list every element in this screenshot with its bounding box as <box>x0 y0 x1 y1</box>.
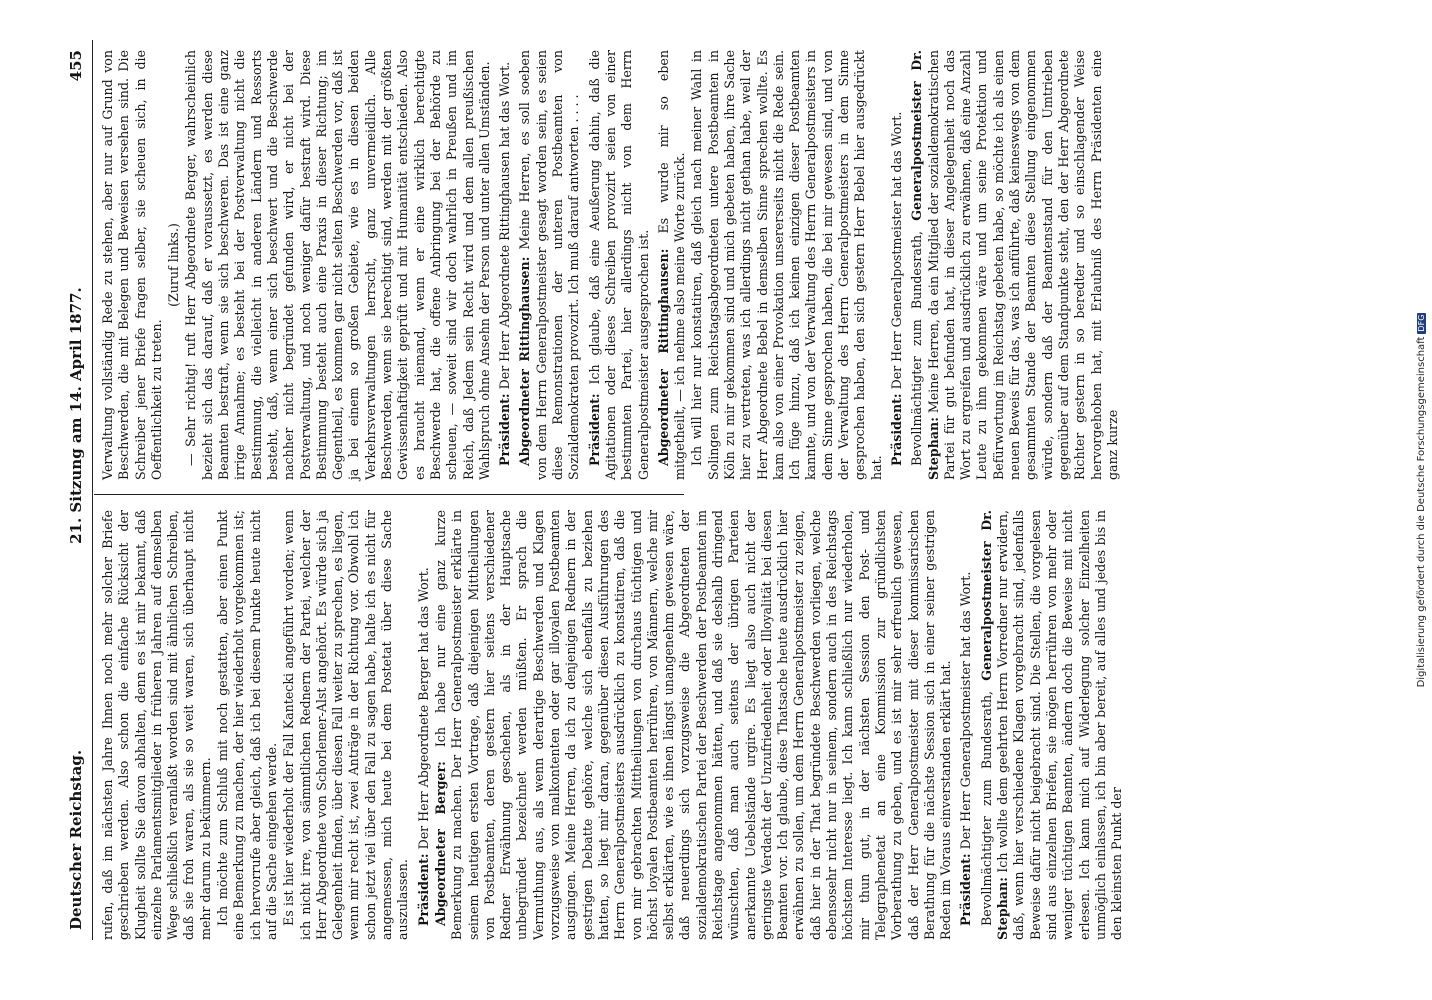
left-column-paragraph: Präsident: Der Herr Abgeordnete Berger hat das Wort. <box>415 567 431 926</box>
speaker-name: Präsident: <box>497 393 513 466</box>
left-column-paragraph: Es ist hier wiederholt der Fall Kantecki angeführt worden; wenn ich nicht irre, von sämmtlichen Rednern der Partei, welcher der Herr Abgeordnete von Schorlemer-Alst angehört. Es würde sich ja Gelegenheit finden, über diesen Fall weiter zu sprechen, es liegen, wenn mir recht ist, zwei Anträge in der Richtung vor. Obwohl ich schon jetzt viel über den Fall zu sagen habe, halte ich es nicht für angemessen, mich heute bei dem Postetat über diese Sache auszulassen. <box>281 510 411 940</box>
left-column-paragraph: Ich möchte zum Schluß mit noch gestatten, aber einen Punkt eine Bemerkung zu machen, der hier wiederholt vorgekommen ist; ich hervorrufe aber gleich, daß ich bei diesem Punkte heute nicht auf die Sache eingehen werde. <box>215 510 279 940</box>
header-session: 21. Sitzung am 14. April 1877. <box>67 287 85 544</box>
header-page-number: 455 <box>67 50 85 82</box>
speaker-name: Präsident: <box>958 853 974 926</box>
right-column-paragraph: Bevollmächtigter zum Bundesrath, Generalpostmeister Dr. Stephan: Meine Herren, da ein Mitglied der sozialdemokratischen Partei für gut befunden hat, in dieser Angelegenheit noch das Wort zu ergreifen und ausdrücklich zu erwähnen, daß eine Anzahl Leute zu ihm gekommen wäre und um seine Protektion und Befürwortung im Reichstag gebeten habe, so möchte ich als einen neuen Beweis für das, was ich anführte, daß keineswegs von dem gesammten Stande der Beamten diese Stellung eingenommen würde, sondern daß der Beamtenstand für den Umtrieben gegenüber auf dem Standpunkte steht, den der Herr Abgeordnete Richter gestern in so beredter und so einschlagender Weise hervorgehoben hat, mit Erlaubniß des Herrn Präsidenten eine ganz kurze <box>909 50 1120 480</box>
right-column-paragraph: Präsident: Der Herr Generalpostmeister hat das Wort. <box>888 111 904 466</box>
right-column-paragraph: Ich will hier nur konstatiren, daß gleich nach meiner Wahl in Solingen zum Reichstagsabgeordneten untere Postbeamten in Köln zu mir gekommen sind und mich gebeten haben, ihre Sache hier zu vertreten, was ich allerdings nicht gethan habe, weil der Herr Abgeordnete Bebel in demselben Sinne sprechen wollte. Es kam also von einer Provokation unsererseits nicht die Rede sein. Ich füge hinzu, daß ich keinen einzigen dieser Postbeamten kannte, und von der Verwaltung des Herrn Generalpostmeisters in dem Sinne gesprochen haben, die bei mir gewesen sind, und von der Verwaltung des Herrn Generalpostmeisters in dem Sinne gesprochen haben, den sich gestern Herr Bebel hier ausgedrückt hat. <box>689 50 884 480</box>
speaker-name: Abgeordneter Berger: <box>432 761 448 926</box>
speaker-name: Abgeordneter Rittinghausen: <box>655 248 671 466</box>
speaker-name: Präsident: <box>415 853 431 926</box>
right-text-column <box>100 50 1120 480</box>
left-text-column <box>100 510 1125 940</box>
header-publication: Deutscher Reichstag. <box>67 749 85 930</box>
right-column-paragraph: (Zuruf links.) <box>166 223 182 307</box>
right-column-paragraph: Präsident: Ich glaube, daß eine Aeußerung dahin, daß die Agitationen oder dieses Schreiben provozirt seien von einer bestimmten Partei, hier allerdings nicht von dem Herrn Generalpostmeister ausgesprochen ist. <box>586 50 651 480</box>
speaker-name: Generalpostmeister Dr. Stephan: <box>978 510 1011 940</box>
speaker-name: Präsident: <box>586 393 602 466</box>
page-header <box>60 50 92 930</box>
dfg-logo: DFG <box>1417 314 1426 332</box>
credit-text: Digitalisierung gefördert durch die Deutsche Forschungsgemeinschaft <box>1416 336 1427 688</box>
right-column-paragraph: Abgeordneter Rittinghausen: Es wurde mir so eben mitgetheilt, — ich nehme also meine Worte zurück. <box>655 50 688 480</box>
speaker-name: Präsident: <box>888 393 904 466</box>
digitization-credit <box>1416 0 1430 1000</box>
right-column-paragraph: Präsident: Der Herr Abgeordnete Rittinghausen hat das Wort. <box>497 61 513 466</box>
left-column-paragraph: Abgeordneter Berger: Ich habe nur eine ganz kurze Bemerkung zu machen. Der Herr Generalpostmeister erklärte in seinem heutigen ersten Vortrage, daß diejenigen Mittheilungen von Postbeamten, deren gestern hier seitens verschiedener Redner Erwähnung geschehen, als in der Hauptsache unbegründet bezeichnet werden müßten. Er sprach die Vermuthung aus, als wenn derartige Beschwerden und Klagen vorzugsweise von malkontenten oder gar illoyalen Postbeamten ausgingen. Meine Herren, da ich zu denjenigen Rednern in der gestrigen Debatte gehöre, welche sich ebenfalls zu beziehen hatten, so liegt mir daran, gegenüber diesen Ausführungen des Herrn Generalpostmeisters ausdrücklich zu konstatiren, daß die von mir gebrachten Mittheilungen von durchaus tüchtigen und höchst loyalen Postbeamten herrühren, von Männern, welche mir selbst erklärten, wie es ihnen längst unangenehm gewesen wäre, daß neuerdings sich vorzugsweise die Abgeordneten der sozialdemokratischen Partei der Beschwerden der Postbeamten im Reichstage angenommen hätten, und daß sie deshalb dringend wünschten, daß man auch seitens der übrigen Parteien anerkannte Uebelstände urgire. Es liegt also auch nicht der geringste Verdacht der Unzufriedenheit oder Illoyalität bei diesen Beamten vor. Ich glaube, diese Thatsache heute ausdrücklich hier erwähnen zu sollen, um dem Herrn Generalpostmeister zu zeigen, daß hier in der That begründete Beschwerden vorliegen, welche ebensosehr nicht nur in seinem, sondern auch in des Reichstags höchstem Interesse liegt. Ich kann schließlich nur wiederholen, mir thun gut, in der nächsten Session den Post- und Telegraphenetat an eine Kommission zur gründlichsten Vorberathung zu geben, und es ist mir sehr erfreulich gewesen, daß der Herr Generalpostmeister mit dieser kommissarischen Berathung für die nächste Session sich in einer seiner gestrigen Reden im Voraus einverstanden erklärt hat. <box>432 510 954 940</box>
right-column-paragraph: — Sehr richtig! ruft Herr Abgeordnete Berger, wahrscheinlich bezieht sich das darauf, daß er voraussetzt, es werden diese Beamten bestraft, wenn sie sich beschweren. Das ist eine ganz irrige Annahme; es besteht bei der Postverwaltung nicht die Bestimmung, die vielleicht in anderen Ländern und Ressorts besteht, daß, wenn einer sich beschwert und die Beschwerde nachher nicht begründet gefunden wird, er nicht bei der Postverwaltung, und noch weniger dafür bestraft wird. Diese Bestimmung besteht auch eine Praxis in dieser Richtung; im Gegentheil, es kommen gar nicht selten Beschwerden vor, daß ist ja bei einem so großen Gebiete, wie es in diesen beiden Verkehrsverwaltungen herrscht, ganz unvermeidlich. Alle Beschwerden, wenn sie berechtigt sind, werden mit der größten Gewissenhaftigkeit geprüft und mit Humanität entschieden. Also es braucht niemand, wenn er eine wirklich berechtigte Beschwerde hat, die offene Anbringung bei der Behörde zu scheuen, — soweit sind wir doch wahrlich in Preußen und im Reich, daß Jedem sein Recht wird und dem allen preußischen Wahlspruch ohne Ansehn der Person und unter allen Umständen. <box>183 50 492 480</box>
right-column-paragraph: Verwaltung vollständig Rede zu stehen, aber nur auf Grund von Beschwerden, die mit Belegen und Beweisen versehen sind. Die Schreiber jener Briefe fragen selber, sie scheuen sich, in die Oeffentlichkeit zu treten. <box>100 50 164 480</box>
speaker-name: Abgeordneter Rittinghausen: <box>517 256 533 466</box>
right-column-paragraph: Abgeordneter Rittinghausen: Meine Herren, es soll soeben von dem Herrn Generalpostmeister gesagt worden sein, es seien diese Remonstrationen der unteren Postbeamten von Sozialdemokraten provozirt. Ich muß darauf antworten . . . . <box>517 50 582 480</box>
left-column-paragraph: Präsident: Der Herr Generalpostmeister hat das Wort. <box>958 571 974 926</box>
left-column-paragraph: rufen, daß im nächsten Jahre Ihnen noch mehr solcher Briefe geschrieben werden. Also schon die einfache Rücksicht der Klugheit sollte Sie davon abhalten, denn es ist mir bekannt, daß einzelne Parlamentsmitglieder in früheren Jahren auf demselben Wege schließlich veranlaßt worden sind mit ähnlichen Schreiben, daß sie froh waren, als sie so weit waren, sich überhaupt nicht mehr darum zu bekümmern. <box>100 510 213 940</box>
column-divider <box>94 494 684 495</box>
speaker-name: Generalpostmeister Dr. Stephan: <box>909 50 941 480</box>
header-rule <box>92 40 93 940</box>
left-column-paragraph: Bevollmächtigter zum Bundesrath, Generalpostmeister Dr. Stephan: Ich wollte dem geehrten Herrn Vorredner nur erwidern, daß, wenn hier verschiedene Klagen vorgebracht sind, jedenfalls Beweise dafür nicht beigebracht sind. Die Stellen, die vorgelesen sind aus einzelnen Briefen, sie mögen herrühren von mehr oder weniger tüchtigen Beamten, ändern doch die Beweise mit nicht erlesen. Ich kann mich auf Widerlegung solcher Einzelheiten unmöglich einlassen, ich bin aber bereit, auf alles und jedes bis in den kleinsten Punkt der <box>978 510 1125 940</box>
